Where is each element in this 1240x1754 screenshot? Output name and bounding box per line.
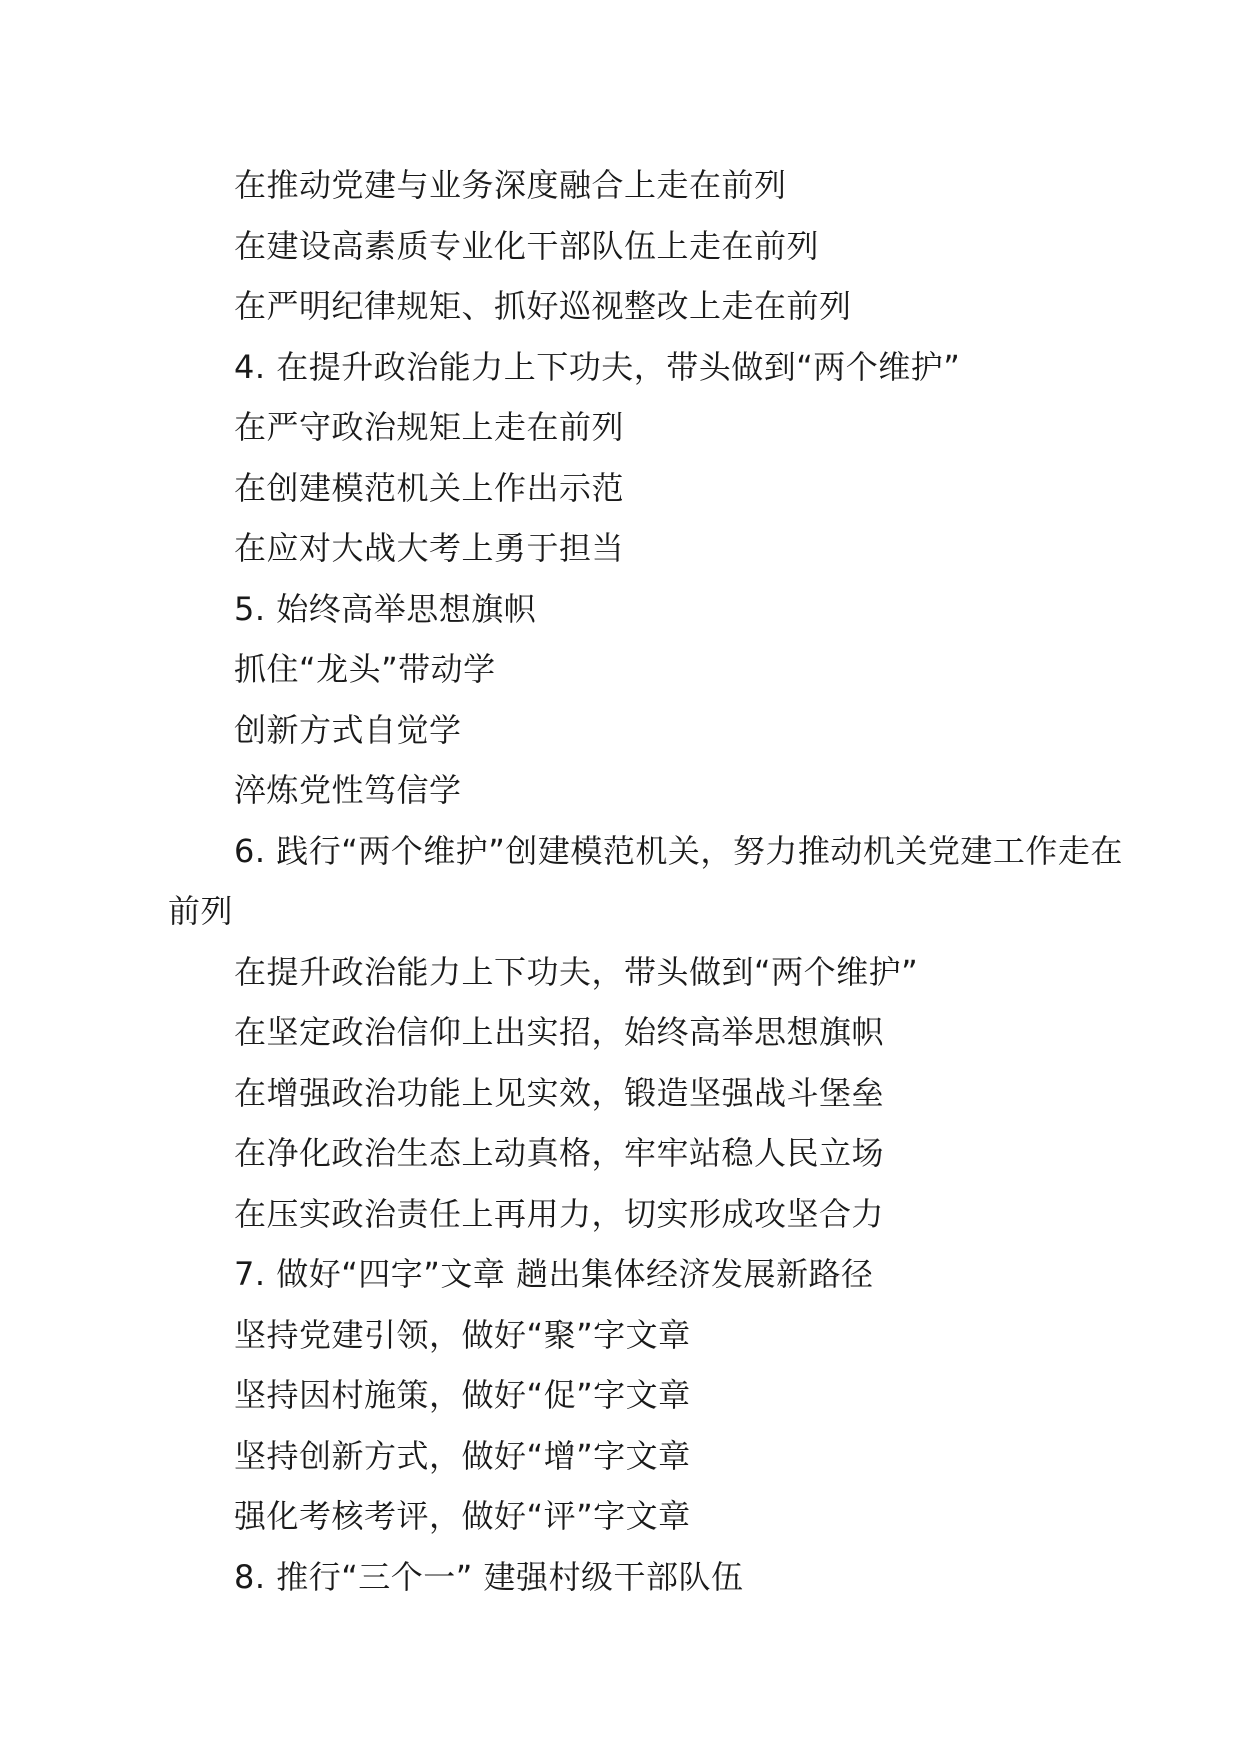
text-line: 在增强政治功能上见实效，锻造坚强战斗堡垒 — [234, 1073, 885, 1112]
text-line: 在应对大战大考上勇于担当 — [234, 529, 625, 567]
text-line: 淬炼党性笃信学 — [234, 771, 462, 809]
text-line: 创新方式自觉学 — [234, 710, 462, 749]
section-heading-7: 7. 做好“四字”文章 趟出集体经济发展新路径 — [234, 1255, 874, 1293]
text-line: 在推动党建与业务深度融合上走在前列 — [234, 166, 787, 204]
text-line: 在提升政治能力上下功夫，带头做到“两个维护” — [234, 952, 919, 991]
text-line: 坚持创新方式，做好“增”字文章 — [234, 1436, 691, 1475]
document-body — [168, 155, 1128, 1607]
section-heading-6: 6. 践行“两个维护”创建模范机关，努力推动机关党建工作走在前列 — [168, 831, 1123, 930]
text-line: 在严明纪律规矩、抓好巡视整改上走在前列 — [234, 287, 852, 325]
text-line: 在建设高素质专业化干部队伍上走在前列 — [234, 226, 820, 265]
section-heading-4: 4. 在提升政治能力上下功夫，带头做到“两个维护” — [234, 347, 961, 386]
text-line: 在创建模范机关上作出示范 — [234, 468, 625, 507]
text-line: 坚持党建引领，做好“聚”字文章 — [234, 1315, 691, 1354]
section-heading-8: 8. 推行“三个一” 建强村级干部队伍 — [234, 1557, 744, 1596]
text-line: 抓住“龙头”带动学 — [234, 650, 496, 688]
section-heading-5: 5. 始终高举思想旗帜 — [234, 589, 537, 628]
text-line: 在净化政治生态上动真格，牢牢站稳人民立场 — [234, 1134, 885, 1172]
text-line: 强化考核考评，做好“评”字文章 — [234, 1497, 691, 1535]
text-line: 在压实政治责任上再用力，切实形成攻坚合力 — [234, 1194, 885, 1233]
text-line: 坚持因村施策，做好“促”字文章 — [234, 1376, 691, 1414]
text-line: 在严守政治规矩上走在前列 — [234, 408, 625, 446]
text-line: 在坚定政治信仰上出实招，始终高举思想旗帜 — [234, 1013, 885, 1051]
